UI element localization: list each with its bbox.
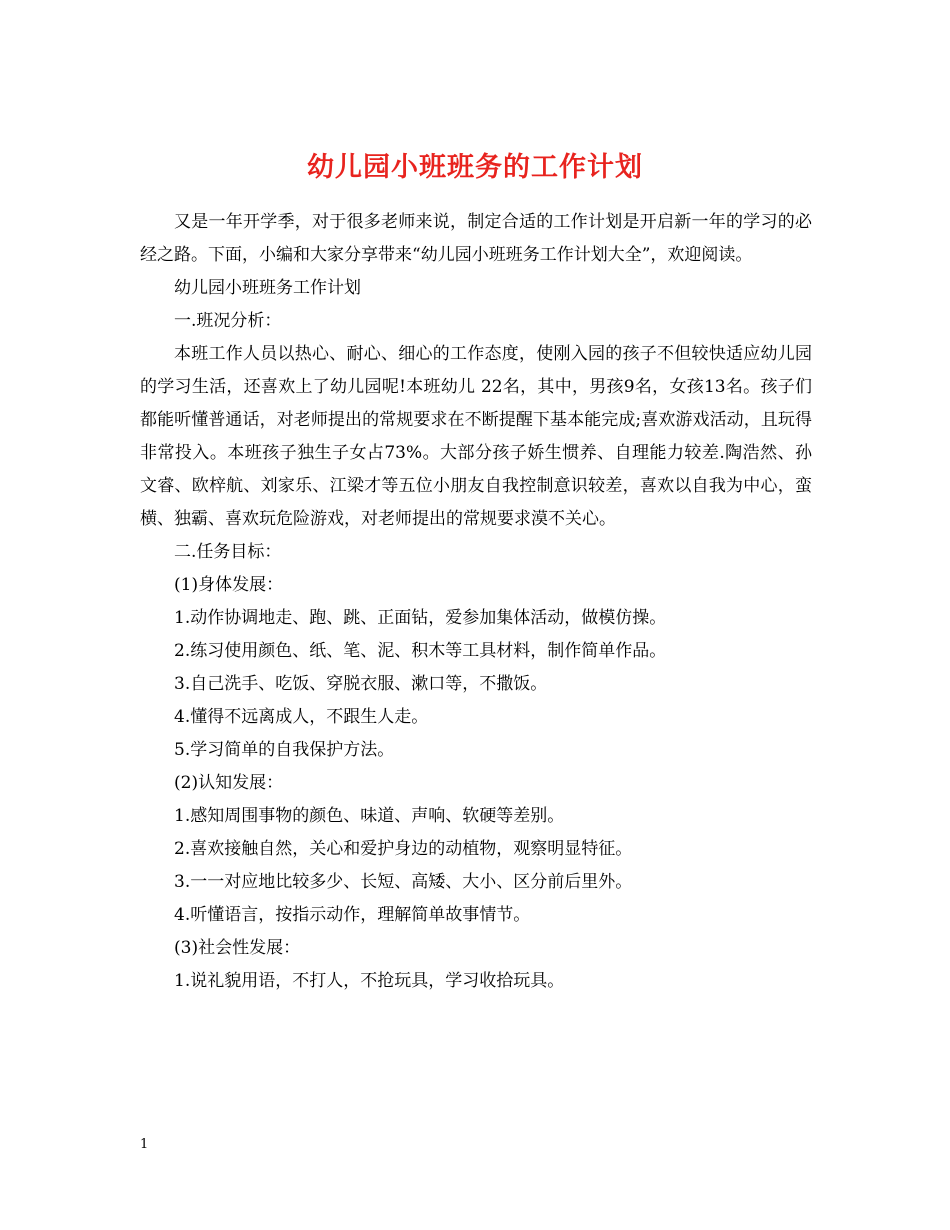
- section-heading-class-analysis: 一.班况分析：: [174, 311, 282, 331]
- list-item: 2.喜欢接触自然，关心和爱护身边的动植物，观察明显特征。: [174, 839, 633, 859]
- list-item: 3.一一对应地比较多少、长短、高矮、大小、区分前后里外。: [174, 872, 633, 892]
- list-item: 4.懂得不远离成人，不跟生人走。: [174, 707, 429, 727]
- section-heading-task-goals: 二.任务目标：: [174, 542, 282, 562]
- class-analysis-paragraph: 本班工作人员以热心、耐心、细心的工作态度，使刚入园的孩子不但较快适应幼儿园的学习生活，还喜欢上了幼儿园呢!本班幼儿 22名，其中，男孩9名，女孩13名。孩子们都能听懂普通话，对老师提出的常规要求在不断提醒下基本能完成;喜欢游戏活动，且玩得非常投入。本班孩子独生子女占73%。大部分孩子娇生惯养、自理能力较差.陶浩然、孙文睿、欧梓航、刘家乐、江梁才等五位小朋友自我控制意识较差，喜欢以自我为中心，蛮横、独霸、喜欢玩危险游戏，对老师提出的常规要求漠不关心。: [140, 344, 812, 529]
- subsection-heading-physical: (1)身体发展：: [174, 575, 284, 595]
- list-item: 4.听懂语言，按指示动作，理解简单故事情节。: [174, 905, 531, 925]
- list-item: 1.感知周围事物的颜色、味道、声响、软硬等差别。: [174, 806, 565, 826]
- list-item: 1.动作协调地走、跑、跳、正面钻，爱参加集体活动，做模仿操。: [174, 608, 667, 628]
- document-title: 幼儿园小班班务的工作计划: [307, 152, 643, 184]
- document-content: [140, 206, 812, 998]
- subsection-heading-social: (3)社会性发展：: [174, 938, 301, 958]
- list-item: 3.自己洗手、吃饭、穿脱衣服、漱口等，不撒饭。: [174, 674, 548, 694]
- subsection-heading-cognitive: (2)认知发展：: [174, 773, 284, 793]
- page-number: 1: [140, 1137, 149, 1152]
- intro-paragraph: 又是一年开学季，对于很多老师来说，制定合适的工作计划是开启新一年的学习的必经之路。下面，小编和大家分享带来“幼儿园小班班务工作计划大全”，欢迎阅读。: [140, 212, 812, 265]
- list-item: 5.学习简单的自我保护方法。: [174, 740, 395, 760]
- plan-subtitle: 幼儿园小班班务工作计划: [174, 278, 361, 298]
- list-item: 2.练习使用颜色、纸、笔、泥、积木等工具材料，制作简单作品。: [174, 641, 667, 661]
- list-item: 1.说礼貌用语，不打人，不抢玩具，学习收拾玩具。: [174, 971, 565, 991]
